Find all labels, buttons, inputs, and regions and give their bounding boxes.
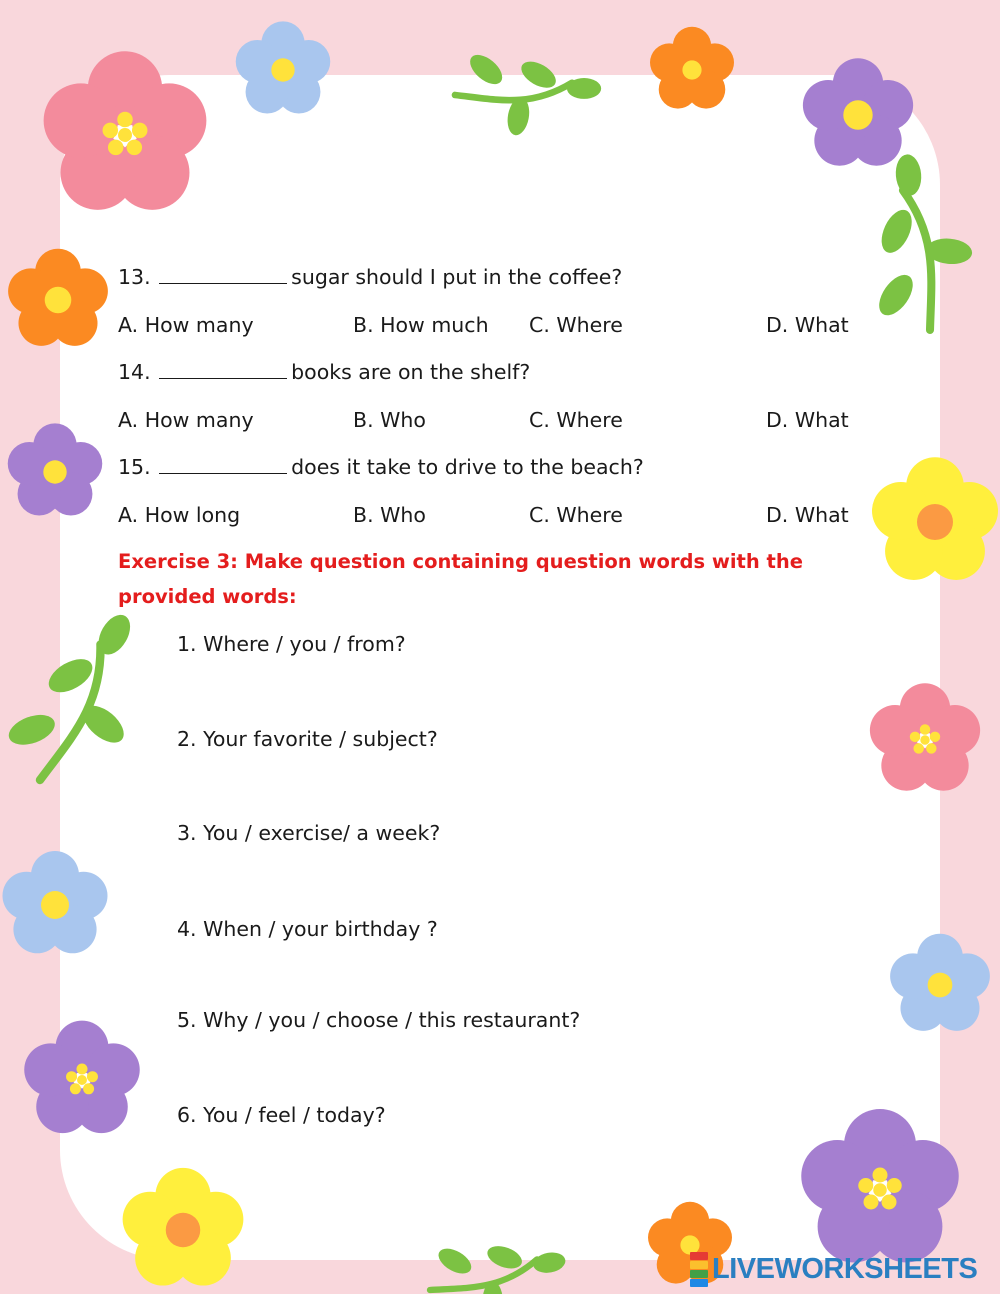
- exercise-item-2: 2. Your favorite / subject?: [177, 727, 438, 751]
- option-d[interactable]: D. What: [766, 408, 849, 432]
- exercise-item-5: 5. Why / you / choose / this restaurant?: [177, 1008, 581, 1032]
- question-number: 14.: [118, 360, 151, 384]
- exercise-item-4: 4. When / your birthday ?: [177, 917, 438, 941]
- option-b[interactable]: B. Who: [353, 408, 426, 432]
- pink-flower-top-left: [44, 51, 207, 210]
- answer-blank: [159, 264, 287, 284]
- purple-flower-top-right: [803, 58, 913, 165]
- question-number: 13.: [118, 265, 151, 289]
- question-text: does it take to drive to the beach?: [291, 455, 644, 479]
- question-text: sugar should I put in the coffee?: [291, 265, 623, 289]
- purple-flower-bottom-right: [801, 1109, 959, 1262]
- exercise-item-1: 1. Where / you / from?: [177, 632, 406, 656]
- sprig-bottom: [413, 1193, 577, 1294]
- option-a[interactable]: A. How long: [118, 503, 241, 527]
- option-d[interactable]: D. What: [766, 313, 849, 337]
- exercise-item-3: 3. You / exercise/ a week?: [177, 821, 441, 845]
- yellow-flower-right: [872, 457, 998, 580]
- exercise-item-6: 6. You / feel / today?: [177, 1103, 386, 1127]
- option-c[interactable]: C. Where: [529, 408, 623, 432]
- orange-flower-left: [8, 249, 108, 346]
- option-b[interactable]: B. How much: [353, 313, 489, 337]
- liveworksheets-logo[interactable]: [690, 1252, 977, 1286]
- answer-blank: [159, 359, 287, 379]
- question-14: [118, 359, 530, 385]
- pink-flower-right: [870, 683, 980, 790]
- yellow-flower-bottom-left: [123, 1168, 244, 1286]
- logo-text: LIVEWORKSHEETS: [712, 1252, 978, 1285]
- option-a[interactable]: A. How many: [118, 313, 254, 337]
- logo-mark-icon: [690, 1251, 708, 1287]
- sprig-top: [443, 13, 611, 154]
- question-13: [118, 264, 622, 290]
- question-15: [118, 454, 644, 480]
- orange-flower-top: [650, 27, 734, 109]
- blue-flower-right: [890, 934, 990, 1031]
- option-d[interactable]: D. What: [766, 503, 849, 527]
- option-b[interactable]: B. Who: [353, 503, 426, 527]
- blue-flower-left: [3, 851, 108, 953]
- question-text: books are on the shelf?: [291, 360, 531, 384]
- exercise-3-title: Exercise 3: Make question containing question words with the provided words:: [118, 550, 803, 608]
- option-c[interactable]: C. Where: [529, 313, 623, 337]
- question-number: 15.: [118, 455, 151, 479]
- purple-flower-left: [8, 423, 103, 515]
- option-c[interactable]: C. Where: [529, 503, 623, 527]
- blue-flower-top: [236, 21, 331, 113]
- option-a[interactable]: A. How many: [118, 408, 254, 432]
- answer-blank: [159, 454, 287, 474]
- purple-flower-bottom-left: [24, 1021, 140, 1134]
- sprig-left: [0, 594, 150, 794]
